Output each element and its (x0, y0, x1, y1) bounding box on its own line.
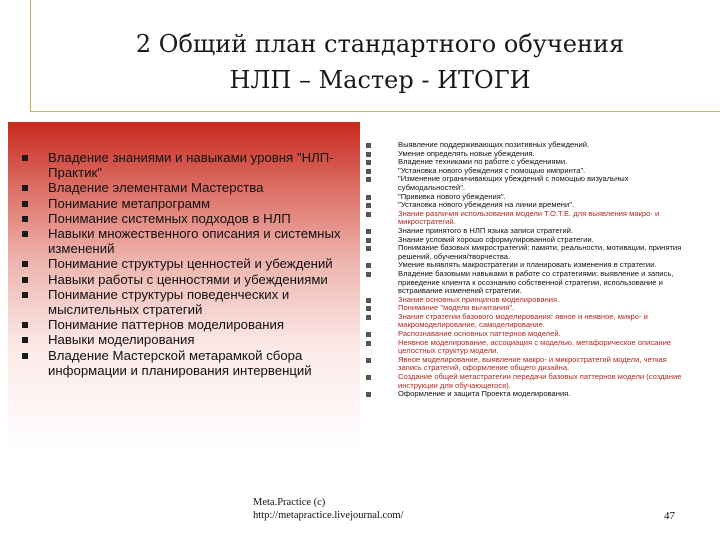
list-item: Владение знаниями и навыками уровня "НЛП-Практик" (22, 150, 352, 180)
bullet-square-icon (22, 277, 28, 283)
bullet-square-icon (366, 341, 371, 346)
slide-title (40, 26, 720, 98)
bullet-square-icon (22, 261, 28, 267)
list-item: Знание различия использования модели Т.О.Т.Е. для выявления макро- и микростратегий. (366, 210, 692, 227)
bullet-square-icon (22, 185, 28, 191)
bullet-square-icon (22, 216, 28, 222)
bullet-square-icon (366, 143, 371, 148)
frame-vertical-line (30, 0, 31, 112)
list-item: Создание общей метастратегии передачи базовых паттернов модели (создание инструкции для обучающегося). (366, 373, 692, 390)
bullet-square-icon (366, 263, 371, 268)
list-item: Умение выявлять макростратегии и планировать изменения в стратегии. (366, 261, 692, 270)
bullet-square-icon (366, 246, 371, 251)
right-bullet-list (366, 141, 692, 399)
bullet-square-icon (22, 337, 28, 343)
page-number: 47 (664, 510, 675, 522)
list-item: Умение определять новые убеждения. (366, 150, 692, 159)
footer-copyright: Meta.Practice (c) (253, 497, 326, 508)
list-item: Владение базовыми навыками в работе со стратегиями: выявление и запись, приведение клиента к осознанию собственной стратегии, использование и встраивание изменений стратегии. (366, 270, 692, 296)
list-item: Знание стратегии базового моделирования: явное и неявное, микро- и макромоделирование, самоделирование. (366, 313, 692, 330)
list-item: Навыки моделирования (22, 332, 352, 347)
list-item: Владение Мастерской метарамкой сбора информации и планирования интервенций (22, 348, 352, 378)
list-item: Знание условий хорошо сформулированной стратегии. (366, 236, 692, 245)
list-item: Понимание базовых микростратегий: памяти, реальности, мотивации, принятия решений, обучения/творчества. (366, 244, 692, 261)
bullet-square-icon (366, 177, 371, 182)
bullet-square-icon (22, 231, 28, 237)
list-item: Знание основных принципов моделирования. (366, 296, 692, 305)
bullet-square-icon (366, 392, 371, 397)
list-item: Понимание паттернов моделирования (22, 317, 352, 332)
bullet-square-icon (366, 229, 371, 234)
bullet-square-icon (366, 238, 371, 243)
list-item: Знание принятого в НЛП языка записи стратегий. (366, 227, 692, 236)
list-item: Понимание "модели вычитания". (366, 304, 692, 313)
bullet-square-icon (22, 353, 28, 359)
frame-horizontal-line (30, 111, 720, 112)
bullet-square-icon (366, 332, 371, 337)
list-item: Понимание метапрограмм (22, 196, 352, 211)
list-item: Распознавание основных паттернов моделей. (366, 330, 692, 339)
footer-credits (253, 496, 403, 522)
left-bullet-list (22, 150, 352, 378)
bullet-square-icon (22, 155, 28, 161)
list-item: Навыки работы с ценностями и убеждениями (22, 272, 352, 287)
list-item: Явное моделирование, выявление макро- и микростратегий модели, четкая запись стратегий, оформление общего дизайна. (366, 356, 692, 373)
bullet-square-icon (366, 203, 371, 208)
list-item: Понимание структуры поведенческих и мыслительных стратегий (22, 287, 352, 317)
bullet-square-icon (366, 160, 371, 165)
bullet-square-icon (22, 292, 28, 298)
bullet-square-icon (366, 306, 371, 311)
list-item: Понимание структуры ценностей и убеждений (22, 256, 352, 271)
bullet-square-icon (366, 152, 371, 157)
list-item: Понимание системных подходов в НЛП (22, 211, 352, 226)
bullet-square-icon (366, 315, 371, 320)
list-item: "Установка нового убеждения на линии времени". (366, 201, 692, 210)
bullet-square-icon (366, 358, 371, 363)
list-item: Навыки множественного описания и системных изменений (22, 226, 352, 256)
title-line-2: НЛП – Мастер - ИТОГИ (229, 66, 531, 94)
bullet-square-icon (366, 212, 371, 217)
list-item: "Прививка нового убеждения". (366, 193, 692, 202)
title-line-1: 2 Общий план стандартного обучения (135, 30, 625, 58)
footer-url: http://metapractice.livejournal.com/ (253, 510, 404, 521)
bullet-square-icon (22, 322, 28, 328)
list-item: Неявное моделирование, ассоциация с моделью, метафорическое описание целостных структур модели. (366, 339, 692, 356)
list-item: Выявление поддерживающих позитивных убеждений. (366, 141, 692, 150)
list-item: "Изменение ограничивающих убеждений с помощью визуальных субмодальностей". (366, 175, 692, 192)
bullet-square-icon (366, 195, 371, 200)
bullet-square-icon (366, 298, 371, 303)
list-item: Владение элементами Мастерства (22, 180, 352, 195)
bullet-square-icon (22, 201, 28, 207)
bullet-square-icon (366, 375, 371, 380)
bullet-square-icon (366, 169, 371, 174)
list-item: Оформление и защита Проекта моделирования. (366, 390, 692, 399)
list-item: "Установка нового убеждения с помощью импринта". (366, 167, 692, 176)
list-item: Владение техниками по работе с убеждениями. (366, 158, 692, 167)
bullet-square-icon (366, 272, 371, 277)
